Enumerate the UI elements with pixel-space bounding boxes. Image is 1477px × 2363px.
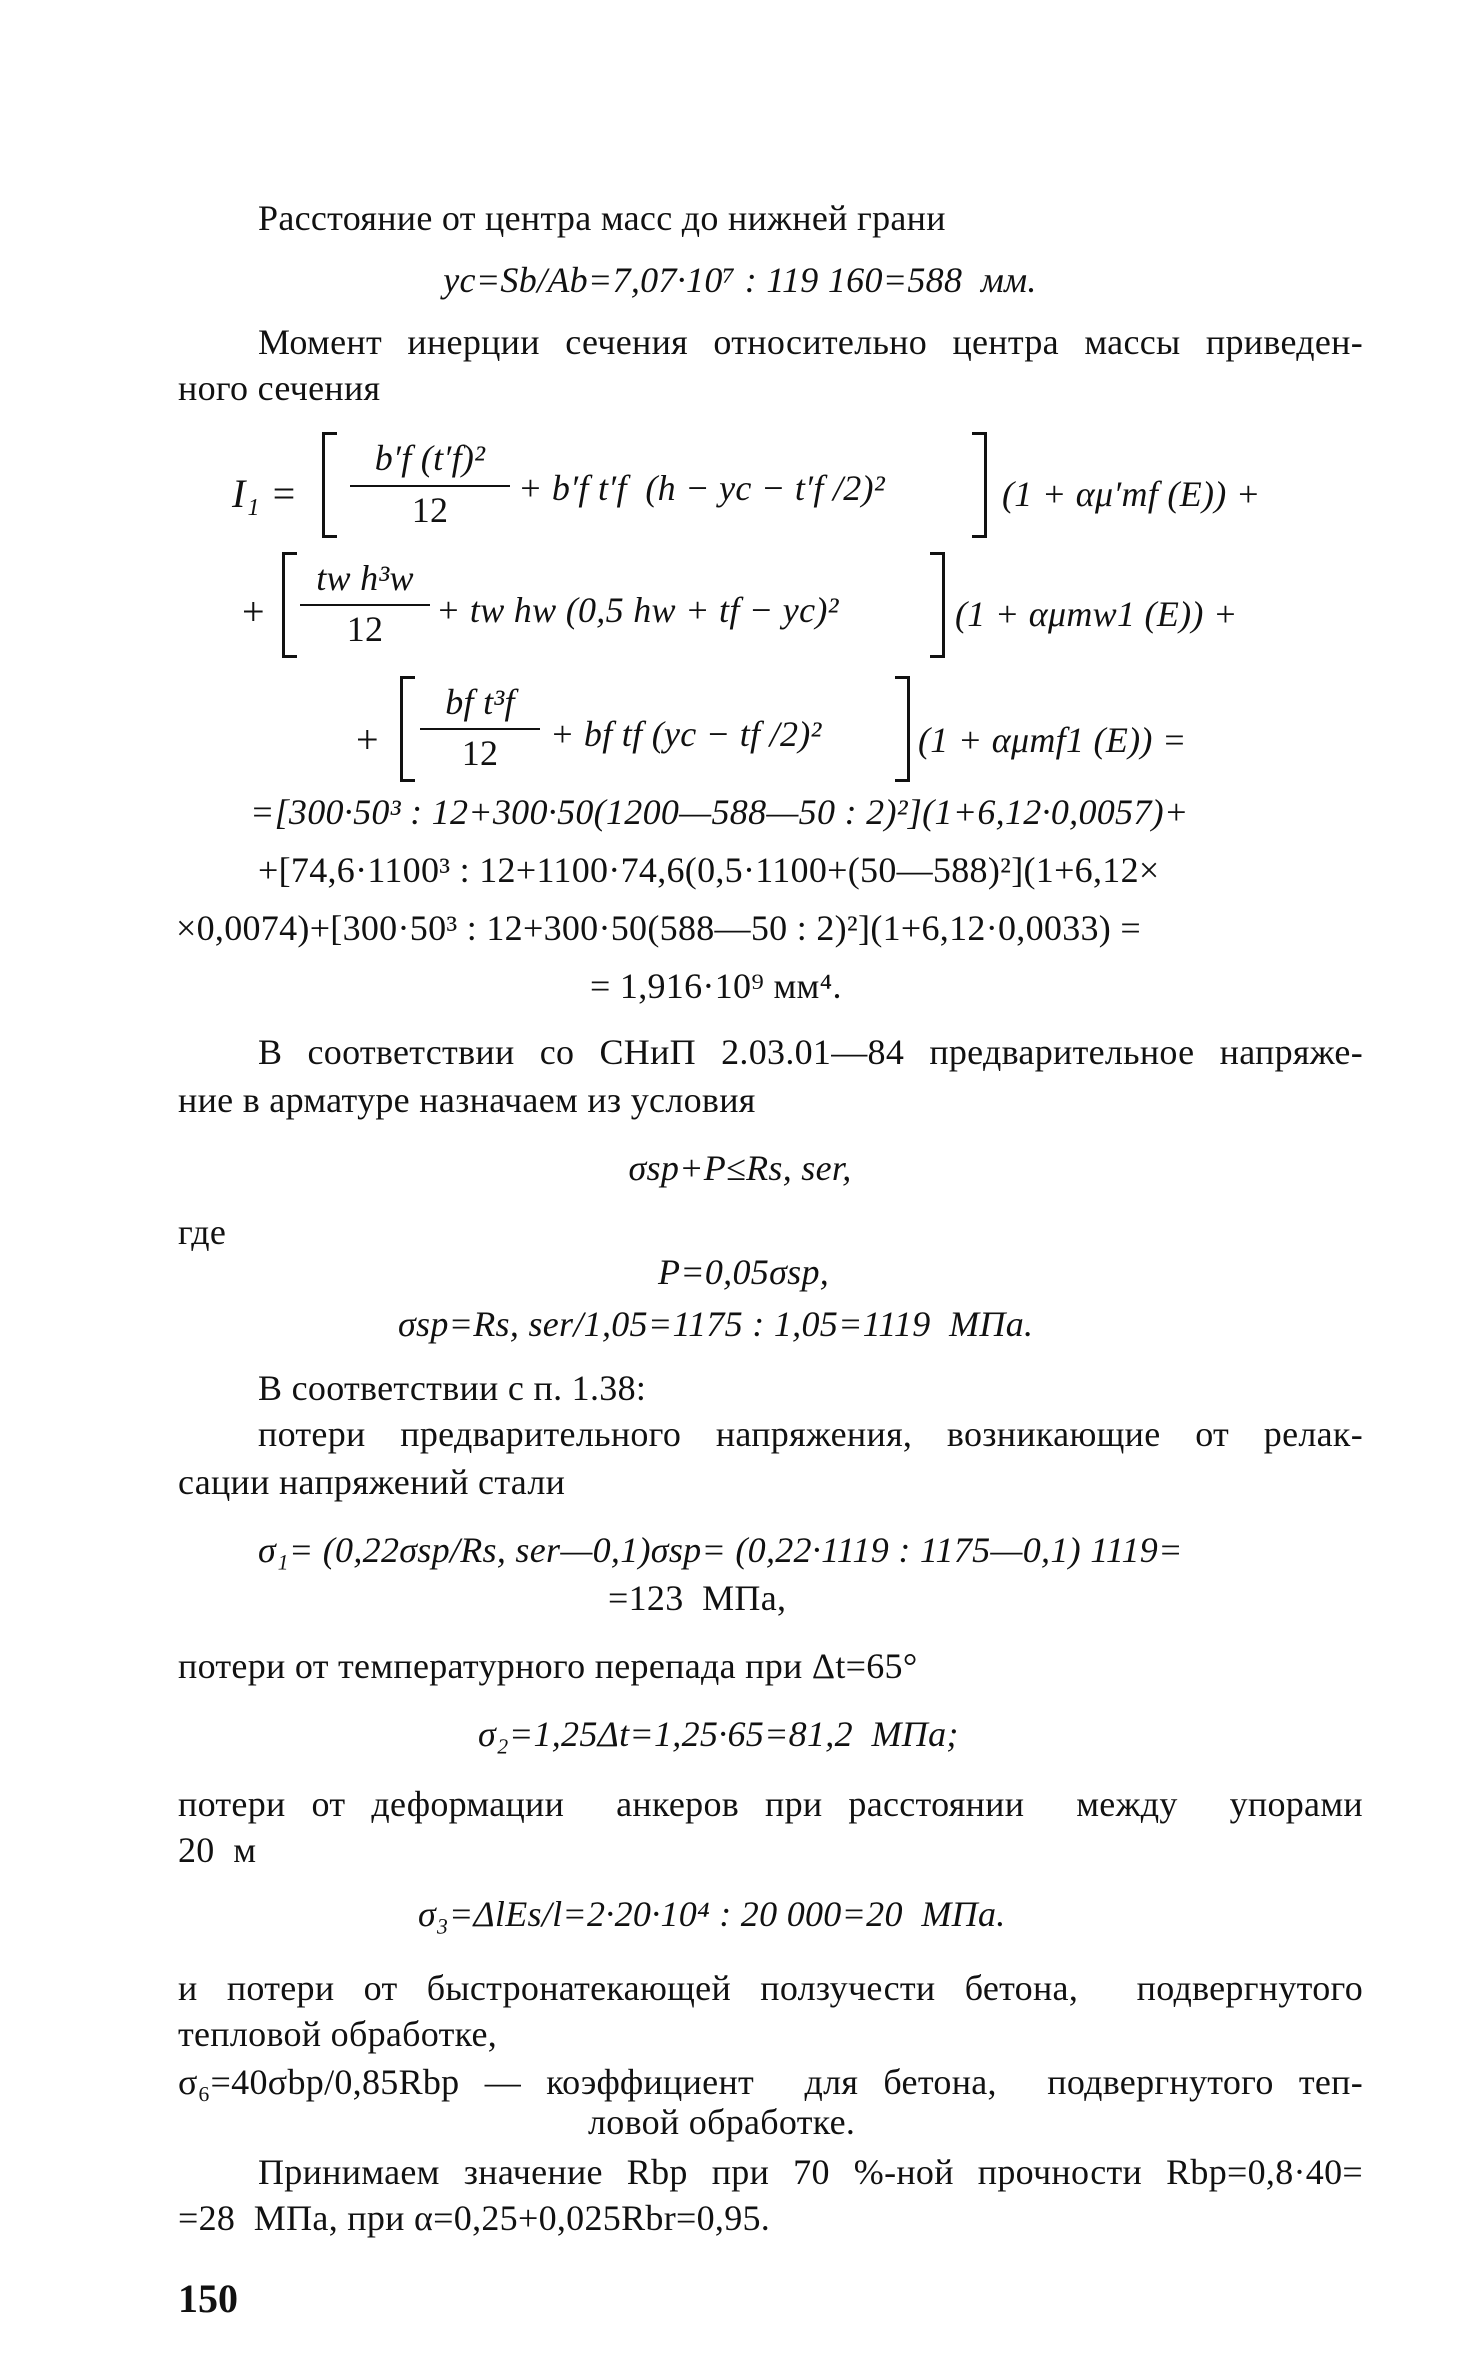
formula: P=0,05σsp, — [658, 1252, 830, 1292]
fraction-bar — [420, 728, 540, 730]
text-line: 20 м — [178, 1830, 257, 1870]
formula-term: + bf tf (yc − tf /2)² — [550, 714, 822, 754]
bracket-close — [972, 432, 987, 538]
text-line: сации напряжений стали — [178, 1462, 566, 1502]
formula-numeric: ×0,0074)+[300·50³ : 12+300·50(588—50 : 2)²](1+6,12·0,0033) = — [176, 908, 1141, 948]
text-line: ловой обработке. — [588, 2102, 856, 2142]
fraction-numerator: tw h³w — [316, 558, 414, 598]
formula-lhs: I₁ = — [232, 471, 298, 516]
text-line: ного сечения — [178, 368, 381, 408]
formula: =123 МПа, — [608, 1578, 787, 1618]
fraction-bar — [300, 604, 430, 606]
text-line: тепловой обработке, — [178, 2014, 498, 2054]
text-line: потери от деформации анкеров при расстоянии между упорами — [178, 1784, 1363, 1824]
text-line: Момент инерции сечения относительно центра массы приведен- — [258, 322, 1363, 362]
formula-result: = 1,916·10⁹ мм⁴. — [590, 966, 842, 1006]
formula-term: (1 + αμmf1 (E)) = — [918, 720, 1187, 760]
fraction-denominator: 12 — [411, 490, 449, 530]
bracket-open — [282, 552, 297, 658]
formula: σ₁= (0,22σsp/Rs, ser—0,1)σsp= (0,22·1119 : 1175—0,1) 1119= — [258, 1530, 1183, 1570]
text-line: потери предварительного напряжения, возникающие от релак- — [258, 1414, 1363, 1454]
text-line: В соответствии с п. 1.38: — [258, 1368, 647, 1408]
text-line: и потери от быстронатекающей ползучести бетона, подвергнутого — [178, 1968, 1363, 2008]
text-line: где — [178, 1212, 227, 1252]
fraction-denominator: 12 — [346, 609, 384, 649]
bracket-open — [400, 676, 415, 782]
formula: σ₂=1,25Δt=1,25·65=81,2 МПа; — [478, 1714, 959, 1754]
formula-term: (1 + αμ′mf (E)) + — [1002, 474, 1261, 514]
text-line: σ₆=40σbp/0,85Rbp — коэффициент для бетона, подвергнутого теп- — [178, 2062, 1363, 2102]
text-line: ние в арматуре назначаем из условия — [178, 1080, 756, 1120]
text-line: =28 МПа, при α=0,25+0,025Rbr=0,95. — [178, 2198, 771, 2238]
fraction-numerator: b′f (t′f)² — [374, 438, 486, 478]
formula-numeric: +[74,6·1100³ : 12+1100·74,6(0,5·1100+(50—588)²](1+6,12× — [258, 850, 1160, 890]
formula-condition: σsp+P≤Rs, ser, — [628, 1148, 852, 1188]
formula-yc: yc=Sb/Ab=7,07·10⁷ : 119 160=588 мм. — [443, 260, 1037, 300]
bracket-close — [930, 552, 945, 658]
text-line: В соответствии со СНиП 2.03.01—84 предварительное напряже- — [258, 1032, 1363, 1072]
text-line: Расстояние от центра масс до нижней грани — [258, 198, 946, 238]
formula-term: (1 + αμmw1 (E)) + — [955, 594, 1238, 634]
bracket-open — [322, 432, 337, 538]
formula-term: + b′f t′f (h − yc − t′f /2)² — [518, 468, 885, 508]
fraction-denominator: 12 — [461, 733, 499, 773]
text-line: Принимаем значение Rbp при 70 %-ной прочности Rbp=0,8·40= — [258, 2152, 1363, 2192]
formula-plus: + — [356, 717, 379, 762]
formula-numeric: =[300·50³ : 12+300·50(1200—588—50 : 2)²](1+6,12·0,0057)+ — [250, 792, 1189, 832]
formula-plus: + — [242, 589, 265, 634]
formula-term: + tw hw (0,5 hw + tf − yc)² — [436, 590, 839, 630]
formula: σsp=Rs, ser/1,05=1175 : 1,05=1119 МПа. — [398, 1304, 1034, 1344]
fraction-numerator: bf t³f — [445, 682, 515, 722]
bracket-close — [895, 676, 910, 782]
page-number: 150 — [178, 2276, 238, 2321]
formula: σ₃=ΔlEs/l=2·20·10⁴ : 20 000=20 МПа. — [418, 1894, 1006, 1934]
text-line: потери от температурного перепада при Δt=65° — [178, 1646, 918, 1686]
fraction-bar — [350, 485, 510, 487]
